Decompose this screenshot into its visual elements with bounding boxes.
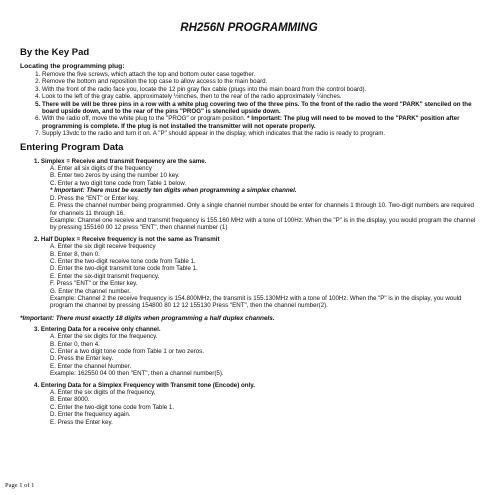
step-text: Look to the left of the gray cable, approximately ½inches, then to the rear of the radio approximately ¼inches.: [42, 93, 342, 101]
line: G. Enter the channel number.: [50, 287, 131, 295]
section-heading-keypad: By the Key Pad: [20, 47, 90, 58]
important-note: * Important: The plug will need to be moved to the "PARK" position after programming is complete. If the plug is not installed the transmitter will not operate properly.: [42, 115, 460, 130]
list-item: [42, 130, 478, 137]
line: E. Enter the channel Number.: [50, 362, 132, 370]
example-line: Example: Channel one receive and transmit frequency is 155.160 MHz with a tone of 100Hz. When the "P" is in the display, you would program the channel by pressing 155160 00 12 press "ENT", then channel number (1): [50, 216, 476, 232]
line: A. Enter the six digits for the frequency.: [50, 333, 158, 341]
simplex-heading: 1. Simplex = Receive and transmit frequency are the same.: [34, 157, 207, 165]
document-page: [20, 22, 478, 426]
encode-heading: 4. Entering Data for a Simplex Frequency with Transmit tone (Encode) only.: [34, 381, 255, 389]
line: A. Enter the six digits of the frequency.: [50, 389, 156, 397]
locating-steps-list: [20, 71, 478, 138]
step-text: Supply 13vdc to the radio and turn it on. A "P" should appear in the display, which indicates that the radio is ready to program.: [42, 130, 386, 138]
simplex-block: [20, 158, 478, 232]
list-item: [42, 86, 478, 93]
line: C. Enter the two-digit receive tone code from Table 1.: [50, 257, 196, 265]
page-title: RH256N PROGRAMMING: [180, 22, 318, 34]
list-item: [42, 71, 478, 78]
line: C. Enter the two-digit tone code from Table 1.: [50, 403, 175, 411]
line: B. Enter 0, then 4.: [50, 340, 100, 348]
line: E. Enter the six-digit transmit frequency.: [50, 272, 160, 280]
section-heading-entering: Entering Program Data: [20, 141, 124, 153]
halfduplex-block: [20, 236, 478, 310]
important-half-duplex-note: *Important: There must exactly 18 digits when programming a half duplex channels.: [20, 314, 275, 322]
list-item: [42, 115, 478, 130]
step-text: Remove the five screws, which attach the top and bottom outer case together.: [42, 71, 256, 78]
locating-heading: Locating the programming plug:: [20, 63, 125, 70]
step-text: With the front of the radio face you, locate the 12 pin gray flex cable (plugs into the main board from the control board).: [42, 85, 367, 93]
line: C. Enter a two digit tone code from Table 1 below.: [50, 179, 187, 187]
line: A. Enter the six digit receive frequency: [50, 243, 156, 251]
encode-block: [20, 382, 478, 426]
line: D. Press the Enter key.: [50, 355, 114, 363]
line: F. Press "ENT" or the Enter key.: [50, 280, 138, 288]
page-footer: Page 1 of 1: [5, 482, 35, 489]
line: E. Press the Enter key.: [50, 418, 113, 426]
step-text: With the radio off, move the white plug to the "PROG" or program position.: [42, 115, 246, 123]
example-line: Example: 162550 04 00 then "ENT", then a channel number(5).: [50, 370, 224, 378]
line: C. Enter a two digit tone code from Table 1 or two zeros.: [50, 348, 204, 355]
step-text: There will be will be three pins in a row with a white plug covering two of the three pins. To the front of the radio the word "PARK" stenciled on the board upside down, and to the rear of the pins "PROG" is stenciled upside down.: [42, 100, 472, 116]
line: D. Enter the frequency again.: [50, 411, 131, 419]
line: B. Enter 8, then 0.: [50, 250, 100, 258]
receiveonly-heading: 3. Entering Data for a receive only channel.: [34, 325, 161, 333]
line: B. Enter 8000.: [50, 396, 90, 404]
step-text: Remove the bottom and reposition the top case to allow access to the main board.: [42, 78, 268, 86]
example-line: Example: Channel 2 the receive frequency is 154.800MHz, the transmit is 155.130MHz with a tone of 100Hz. When the "P" is in the display, you would program the channel by pressing 154800 80 12 12 155130 Press "ENT", then the channel number(2).: [50, 294, 462, 310]
list-item: [42, 78, 478, 85]
halfduplex-heading: 2. Half Duplex = Receive frequency is not the same as Transmit: [34, 235, 220, 243]
important-line: * Important: There must be exactly ten digits when programming a simplex channel.: [50, 187, 297, 195]
list-item: [42, 101, 478, 116]
line: D. Press the "ENT" or Enter key.: [50, 194, 139, 202]
line: E. Press the channel number being programmed. Only a single channel number should be enter for channels 1 through 10. Two-digit numbers are required for channels 11 through 16.: [50, 202, 474, 217]
receiveonly-block: [20, 326, 478, 378]
line: A. Enter all six digits of the frequency: [50, 165, 152, 173]
line: D. Enter the two-digit transmit tone code from Table 1.: [50, 265, 198, 273]
list-item: [42, 93, 478, 100]
line: B. Enter two zeros by using the number 10 key.: [50, 172, 180, 180]
